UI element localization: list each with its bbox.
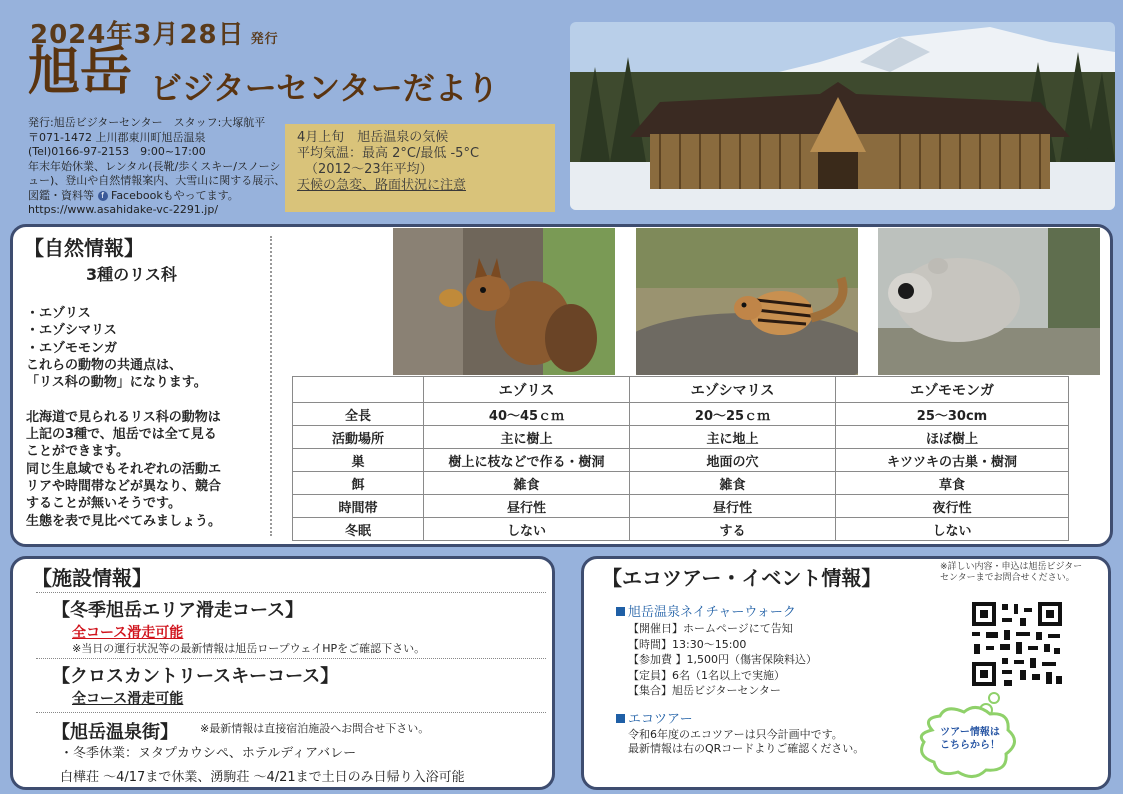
- nature-walk-details: [628, 621, 817, 699]
- onsen-schedule-line: 白樺荘 ～4/17まで休業、湧駒荘 ～4/21まで土日のみ日帰り入浴可能: [60, 770, 465, 785]
- table-row: [293, 403, 1069, 426]
- pub-line: 発行:旭岳ビジターセンター スタッフ:大塚航平: [28, 116, 266, 129]
- nature-info-body: ・エゾリス ・エゾシマリス ・エゾモモンガ これらの動物の共通点は、 「リス科の動物」になります。 北海道で見られるリス科の動物は 上記の3種で、旭岳では全て見る ことができます。 同じ生息域でもそれぞれの活動エ リアや時間帯などが異なり、競合 することが無いそうです。 生態を表で見比べてみましょう。: [26, 306, 222, 529]
- table-cell: キツツキの古巣・樹洞: [836, 449, 1069, 472]
- ski-area-heading: 【冬季旭岳エリア滑走コース】: [52, 600, 304, 621]
- visitor-center-photo: [570, 22, 1115, 210]
- list-item: 【集合】旭岳ビジターセンター: [628, 684, 781, 697]
- onsen-closure-line: ・冬季休業：ヌタプカウシペ、ホテルディアバレー: [60, 746, 357, 761]
- nature-info-title: 【自然情報】: [24, 236, 144, 260]
- table-cell: しない: [424, 518, 630, 541]
- xc-ski-heading: 【クロスカントリースキーコース】: [52, 666, 339, 687]
- facility-info-title: 【施設情報】: [32, 566, 152, 590]
- ezo-chipmunk-photo: [636, 228, 858, 375]
- table-cell: 40～45ｃｍ: [424, 403, 630, 426]
- divider: [36, 712, 546, 713]
- newsletter-title-sub: ビジターセンターだより: [150, 69, 499, 107]
- table-cell: 25～30cm: [836, 403, 1069, 426]
- squirrel-comparison-table: [292, 376, 1069, 541]
- row-label: 餌: [293, 472, 424, 495]
- table-cell: 主に樹上: [424, 426, 630, 449]
- row-label: 冬眠: [293, 518, 424, 541]
- pub-line: 〒071-1472 上川郡東川町旭岳温泉: [28, 130, 206, 144]
- table-col-header: エゾモモンガ: [836, 377, 1069, 403]
- table-cell: する: [630, 518, 836, 541]
- nature-walk-heading: 旭岳温泉ネイチャーウォーク: [616, 601, 796, 620]
- square-bullet-icon: [616, 607, 625, 616]
- table-cell: 20～25ｃｍ: [630, 403, 836, 426]
- row-label: 巣: [293, 449, 424, 472]
- tour-info-bubble-text: ツアー情報は こちらから！: [940, 727, 1000, 751]
- weather-warning: 天候の急変、路面状況に注意: [297, 178, 467, 193]
- list-item: 【定員】6名（1名以上で実施）: [628, 668, 785, 682]
- qr-code-icon[interactable]: [968, 600, 1066, 688]
- table-cell: 夜行性: [836, 495, 1069, 518]
- ski-area-note: ※当日の運行状況等の最新情報は旭岳ロープウェイHPをご確認下さい。: [72, 642, 426, 655]
- table-cell: しない: [836, 518, 1069, 541]
- table-cell: 草食: [836, 472, 1069, 495]
- table-row: [293, 426, 1069, 449]
- divider: [36, 658, 546, 659]
- nature-info-subtitle: 3種のリス科: [86, 265, 177, 284]
- ezo-flying-squirrel-photo: [878, 228, 1100, 375]
- eco-tour-heading: エコツアー: [616, 708, 693, 727]
- table-cell: 昼行性: [630, 495, 836, 518]
- ski-area-status: 全コース滑走可能: [72, 625, 184, 641]
- weather-period: （2012～23年平均）: [305, 162, 433, 177]
- issue-date: 2024年3月28日 発行: [30, 20, 279, 50]
- table-row: [293, 495, 1069, 518]
- list-item: 【参加費 】1,500円（傷害保険料込）: [628, 653, 817, 666]
- table-cell: 主に地上: [630, 426, 836, 449]
- website-link[interactable]: https://www.asahidake-vc-2291.jp/: [28, 203, 219, 216]
- square-bullet-icon: [616, 714, 625, 723]
- onsen-town-note: ※最新情報は直接宿泊施設へお問合せ下さい。: [200, 722, 430, 735]
- publisher-info: [28, 116, 286, 218]
- facebook-icon[interactable]: f: [98, 191, 108, 201]
- row-label: 時間帯: [293, 495, 424, 518]
- ezo-squirrel-photo: [393, 228, 615, 375]
- table-header-row: [293, 377, 1069, 403]
- onsen-town-heading: 【旭岳温泉街】: [52, 722, 178, 743]
- pub-line: (Tel)0166-97-2153 9:00~17:00: [28, 145, 206, 158]
- newsletter-title-main: 旭岳: [28, 42, 133, 102]
- table-cell: 樹上に枝などで作る・樹洞: [424, 449, 630, 472]
- table-row: [293, 472, 1069, 495]
- list-item: 【開催日】ホームページにて告知: [628, 622, 793, 635]
- table-cell: ほぼ樹上: [836, 426, 1069, 449]
- nature-divider: [270, 236, 272, 536]
- row-label: 全長: [293, 403, 424, 426]
- xc-ski-status: 全コース滑走可能: [72, 691, 184, 707]
- table-col-header: エゾシマリス: [630, 377, 836, 403]
- row-label: 活動場所: [293, 426, 424, 449]
- table-corner: [293, 377, 424, 403]
- pub-line: ュー)、登山や自然情報案内、大雪山に関する展示、: [28, 174, 286, 187]
- table-cell: 雑食: [630, 472, 836, 495]
- pub-line: 図鑑・資料等 f Facebookもやってます。: [28, 188, 239, 202]
- table-row: [293, 518, 1069, 541]
- eco-tour-title: 【エコツアー・イベント情報】: [602, 566, 882, 590]
- eco-tour-text: 令和6年度のエコツアーは只今計画中です。 最新情報は右のQRコードよりご確認ください。: [628, 728, 865, 755]
- divider: [36, 592, 546, 593]
- table-cell: 昼行性: [424, 495, 630, 518]
- table-row: [293, 449, 1069, 472]
- eco-tour-contact-note: ※詳しい内容・申込は旭岳ビジターセンターまでお問合せください。: [940, 562, 1083, 583]
- weather-box: [285, 124, 555, 212]
- weather-temp: 平均気温：最高 2°C/最低 -5°C: [297, 146, 480, 161]
- table-col-header: エゾリス: [424, 377, 630, 403]
- table-cell: 地面の穴: [630, 449, 836, 472]
- list-item: 【時間】13:30～15:00: [628, 637, 747, 651]
- weather-title: 4月上旬 旭岳温泉の気候: [297, 130, 449, 145]
- table-cell: 雑食: [424, 472, 630, 495]
- pub-line: 年末年始休業、レンタル(長靴/歩くスキー/スノーシ: [28, 159, 281, 173]
